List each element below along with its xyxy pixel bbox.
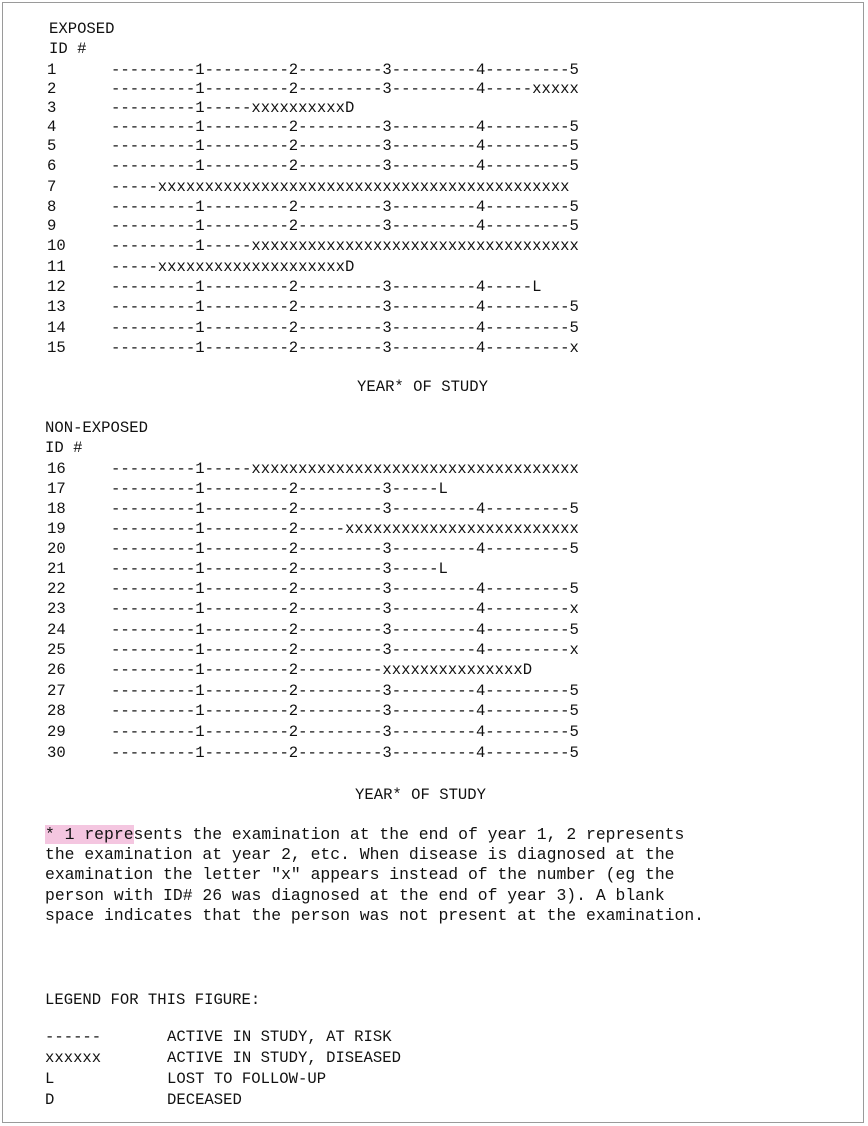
- row-id: 2: [47, 80, 57, 98]
- row-timeline: ---------1---------2---------3---------4---------5: [111, 137, 579, 155]
- document-page: [2, 2, 864, 1123]
- row-timeline: ---------1---------2---------3---------4---------5: [111, 580, 579, 598]
- row-timeline: ---------1---------2-----xxxxxxxxxxxxxxxxxxxxxxxxx: [111, 520, 579, 538]
- legend-symbol: ------: [45, 1028, 102, 1046]
- legend-description: ACTIVE IN STUDY, AT RISK: [167, 1028, 392, 1046]
- row-timeline: ---------1---------2---------3---------4---------5: [111, 157, 579, 175]
- row-id: 5: [47, 137, 57, 155]
- row-timeline: ---------1---------2---------3---------4---------5: [111, 621, 579, 639]
- row-timeline: ---------1---------2---------3---------4---------x: [111, 641, 579, 659]
- row-timeline: ---------1---------2---------3---------4---------x: [111, 339, 579, 357]
- legend-symbol: L: [45, 1070, 55, 1088]
- row-id: 15: [47, 339, 66, 357]
- legend-description: DECEASED: [167, 1091, 242, 1109]
- exposed-section-title: EXPOSED: [49, 20, 115, 38]
- row-timeline: ---------1---------2---------3---------4---------5: [111, 744, 579, 762]
- row-timeline: ---------1---------2---------3---------4-----xxxxx: [111, 80, 579, 98]
- row-id: 18: [47, 500, 66, 518]
- row-id: 20: [47, 540, 66, 558]
- row-timeline: ---------1---------2---------3---------4---------5: [111, 118, 579, 136]
- legend-symbol: D: [45, 1091, 55, 1109]
- row-timeline: ---------1---------2---------3---------4---------5: [111, 298, 579, 316]
- row-timeline: ---------1---------2---------3---------4---------x: [111, 600, 579, 618]
- row-timeline: ---------1---------2---------3---------4---------5: [111, 198, 579, 216]
- row-id: 29: [47, 723, 66, 741]
- row-timeline: ---------1---------2---------3---------4-----L: [111, 278, 542, 296]
- row-timeline: ---------1---------2---------3---------4---------5: [111, 217, 579, 235]
- row-id: 7: [47, 178, 57, 196]
- row-id: 1: [47, 61, 57, 79]
- row-id: 24: [47, 621, 66, 639]
- row-id: 23: [47, 600, 66, 618]
- footnote: [45, 825, 845, 926]
- non-exposed-section-title: NON-EXPOSED: [45, 419, 148, 437]
- highlighted-text: * 1 repre: [45, 825, 134, 844]
- row-timeline: -----xxxxxxxxxxxxxxxxxxxxD: [111, 258, 355, 276]
- legend-description: ACTIVE IN STUDY, DISEASED: [167, 1049, 401, 1067]
- non-exposed-id-header: ID #: [45, 439, 83, 457]
- row-id: 10: [47, 237, 66, 255]
- row-timeline: ---------1---------2---------3---------4---------5: [111, 319, 579, 337]
- legend-description: LOST TO FOLLOW-UP: [167, 1070, 327, 1088]
- row-timeline: ---------1---------2---------3---------4---------5: [111, 682, 579, 700]
- row-id: 27: [47, 682, 66, 700]
- row-id: 11: [47, 258, 66, 276]
- row-timeline: ---------1---------2---------3---------4---------5: [111, 723, 579, 741]
- row-timeline: ---------1-----xxxxxxxxxxxxxxxxxxxxxxxxxxxxxxxxxxx: [111, 460, 579, 478]
- footnote-line-5: space indicates that the person was not present at the examination.: [45, 905, 705, 925]
- non-exposed-year-axis-label: YEAR* OF STUDY: [355, 786, 487, 804]
- row-timeline: ---------1-----xxxxxxxxxxD: [111, 99, 355, 117]
- footnote-line-1: sents the examination at the end of year 1, 2 represents: [133, 825, 685, 844]
- row-id: 16: [47, 460, 66, 478]
- row-timeline: ---------1-----xxxxxxxxxxxxxxxxxxxxxxxxxxxxxxxxxxx: [111, 237, 579, 255]
- row-id: 21: [47, 560, 66, 578]
- legend-title: LEGEND FOR THIS FIGURE:: [45, 991, 261, 1009]
- row-timeline: ---------1---------2---------3---------4---------5: [111, 500, 579, 518]
- row-id: 13: [47, 298, 66, 316]
- row-id: 26: [47, 661, 66, 679]
- footnote-line-3: examination the letter "x" appears instead of the number (eg the: [45, 865, 675, 885]
- row-timeline: ---------1---------2---------3---------4---------5: [111, 702, 579, 720]
- row-timeline: -----xxxxxxxxxxxxxxxxxxxxxxxxxxxxxxxxxxxxxxxxxxxx: [111, 178, 570, 196]
- footnote-line-4: person with ID# 26 was diagnosed at the end of year 3). A blank: [45, 885, 665, 905]
- row-id: 28: [47, 702, 66, 720]
- row-id: 4: [47, 118, 57, 136]
- row-timeline: ---------1---------2---------xxxxxxxxxxxxxxxD: [111, 661, 533, 679]
- row-timeline: ---------1---------2---------3-----L: [111, 480, 448, 498]
- exposed-year-axis-label: YEAR* OF STUDY: [357, 378, 489, 396]
- row-id: 14: [47, 319, 66, 337]
- row-id: 12: [47, 278, 66, 296]
- row-id: 25: [47, 641, 66, 659]
- footnote-line-2: the examination at year 2, etc. When disease is diagnosed at the: [45, 845, 675, 865]
- row-id: 3: [47, 99, 57, 117]
- row-id: 9: [47, 217, 57, 235]
- row-timeline: ---------1---------2---------3---------4---------5: [111, 540, 579, 558]
- row-timeline: ---------1---------2---------3-----L: [111, 560, 448, 578]
- row-id: 19: [47, 520, 66, 538]
- row-id: 8: [47, 198, 57, 216]
- row-id: 17: [47, 480, 66, 498]
- legend-symbol: xxxxxx: [45, 1049, 102, 1067]
- row-timeline: ---------1---------2---------3---------4---------5: [111, 61, 579, 79]
- row-id: 30: [47, 744, 66, 762]
- row-id: 22: [47, 580, 66, 598]
- exposed-id-header: ID #: [49, 40, 87, 58]
- row-id: 6: [47, 157, 57, 175]
